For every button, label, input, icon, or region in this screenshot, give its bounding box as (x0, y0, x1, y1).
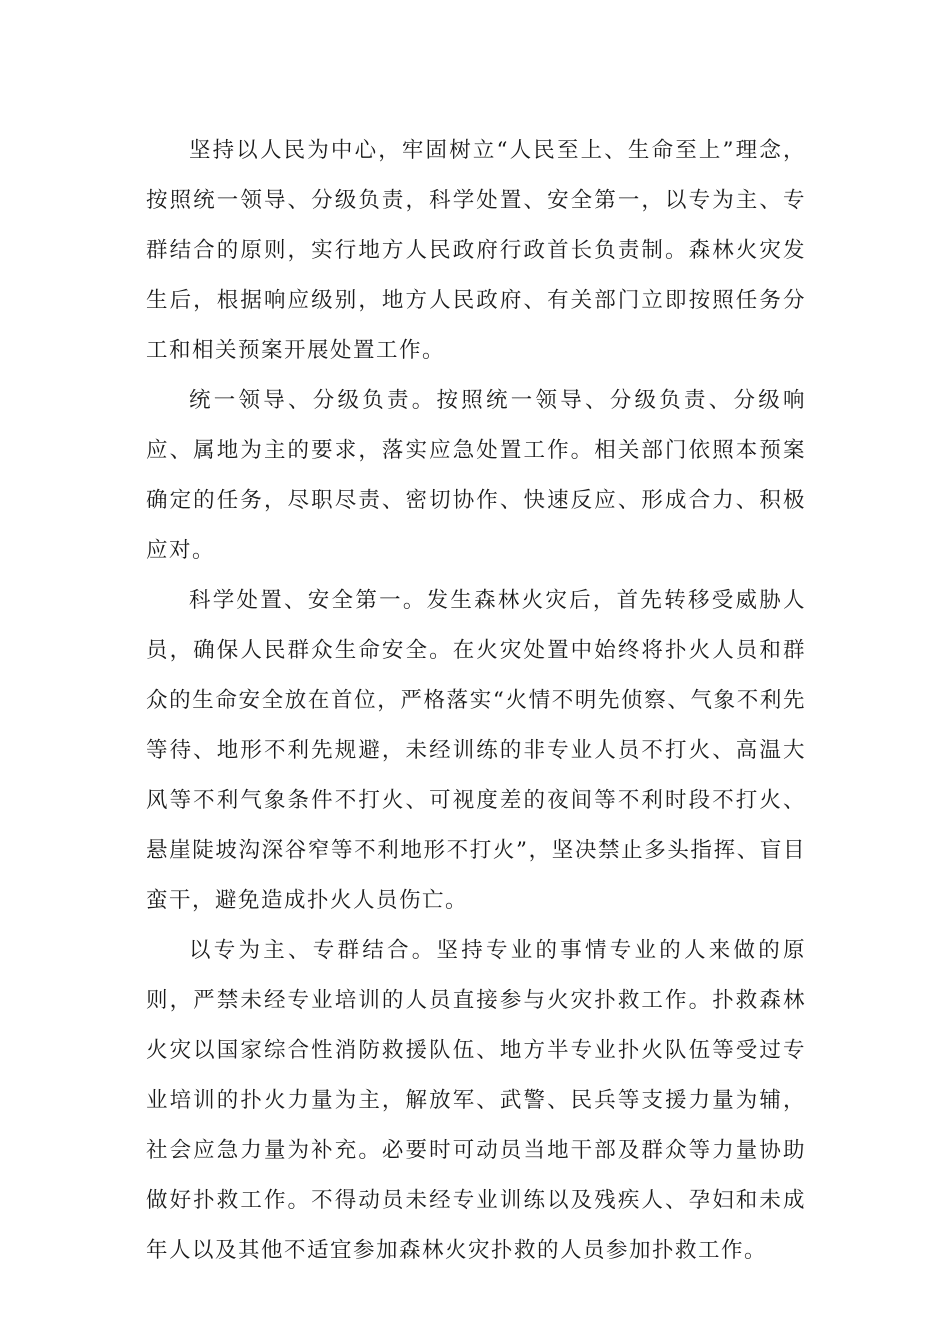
paragraph-scientific-safety-first: 科学处置、安全第一。发生森林火灾后，首先转移受威胁人员，确保人民群众生命安全。在火灾处置中始终将扑火人员和群众的生命安全放在首位，严格落实“火情不明先侦察、气象不利先等待、地形不利先规避，未经训练的非专业人员不打火、高温大风等不利气象条件不打火、可视度差的夜间等不利时段不打火、悬崖陡坡沟深谷窄等不利地形不打火”，坚决禁止多头指挥、盲目蛮干，避免造成扑火人员伤亡。 (146, 588, 806, 913)
paragraph-professional-main-force: 以专为主、专群结合。坚持专业的事情专业的人来做的原则，严禁未经专业培训的人员直接参与火灾扑救工作。扑救森林火灾以国家综合性消防救援队伍、地方半专业扑火队伍等受过专业培训的扑火力量为主，解放军、武警、民兵等支援力量为辅，社会应急力量为补充。必要时可动员当地干部及群众等力量协助做好扑救工作。不得动员未经专业训练以及残疾人、孕妇和未成年人以及其他不适宜参加森林火灾扑救的人员参加扑救工作。 (146, 938, 806, 1263)
document-body (146, 126, 806, 1276)
paragraph-unified-leadership: 统一领导、分级负责。按照统一领导、分级负责、分级响应、属地为主的要求，落实应急处置工作。相关部门依照本预案确定的任务，尽职尽责、密切协作、快速反应、形成合力、积极应对。 (146, 388, 806, 563)
paragraph-people-centered-principle: 坚持以人民为中心，牢固树立“人民至上、生命至上”理念，按照统一领导、分级负责，科学处置、安全第一，以专为主、专群结合的原则，实行地方人民政府行政首长负责制。森林火灾发生后，根据响应级别，地方人民政府、有关部门立即按照任务分工和相关预案开展处置工作。 (146, 138, 806, 363)
